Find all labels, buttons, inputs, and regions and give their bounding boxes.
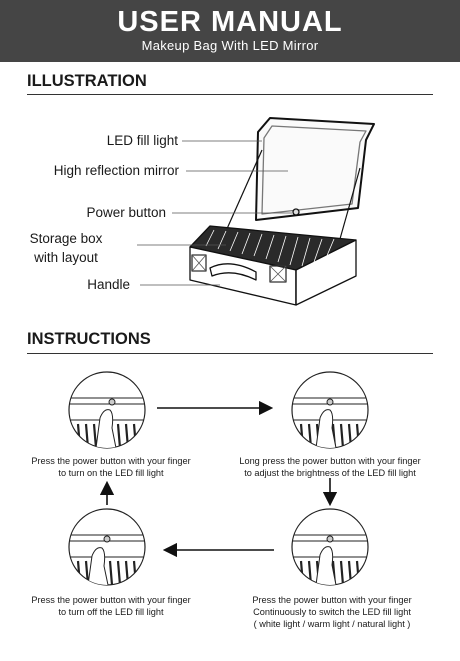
label-led-fill-light: LED fill light (106, 133, 178, 148)
step-4-circle (66, 509, 150, 585)
instructions-heading: INSTRUCTIONS (27, 330, 151, 348)
label-handle: Handle (87, 277, 130, 292)
manual-title: USER MANUAL (117, 6, 343, 38)
manual-subtitle: Makeup Bag With LED Mirror (141, 38, 319, 53)
step-3-circle (289, 509, 373, 585)
label-high-reflection-mirror: High reflection mirror (53, 163, 179, 178)
step-4-caption: Press the power button with your finger to turn off the LED fill light (31, 595, 191, 617)
label-power-button: Power button (86, 205, 166, 220)
step-2-caption: Long press the power button with your finger to adjust the brightness of the LED fill light (239, 456, 421, 478)
illustration-heading: ILLUSTRATION (27, 72, 147, 90)
step-1-caption: Press the power button with your finger to turn on the LED fill light (31, 456, 191, 478)
step-1-circle (66, 372, 150, 448)
label-storage-box: Storage box with layout (29, 231, 103, 265)
step-2-circle (289, 372, 373, 448)
step-3-caption: Press the power button with your finger Continuously to switch the LED fill light ( white light / warm light / natural light ) (252, 595, 412, 629)
